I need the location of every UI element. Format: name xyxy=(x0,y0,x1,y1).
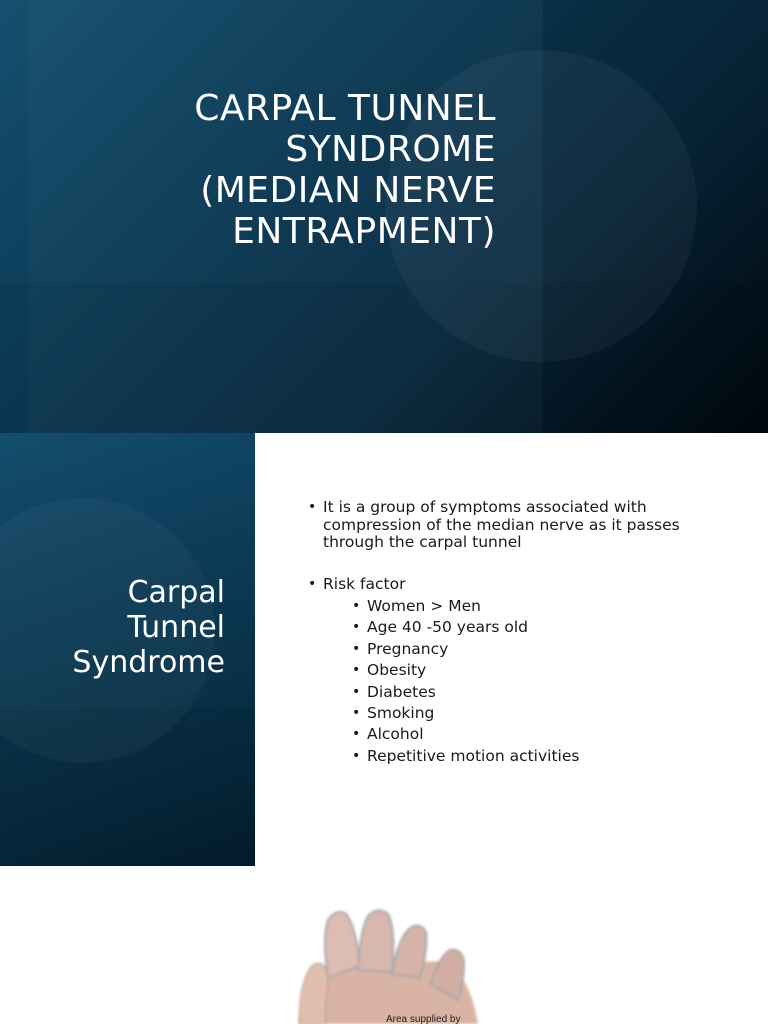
hand-thumb xyxy=(300,963,329,1024)
list-item: • Obesity xyxy=(352,660,728,681)
bullet-definition xyxy=(308,499,728,552)
title-slide xyxy=(0,0,768,433)
content-slide xyxy=(0,433,768,866)
image-caption: Area supplied by xyxy=(386,1014,461,1024)
list-item: • Alcohol xyxy=(352,724,728,745)
side-title xyxy=(5,575,225,680)
side-title-line: Syndrome xyxy=(72,645,225,680)
list-item: • Smoking xyxy=(352,703,728,724)
bullet-content xyxy=(308,499,728,767)
list-item: • Diabetes xyxy=(352,682,728,703)
hand-finger xyxy=(358,910,393,972)
hand-illustration-icon xyxy=(0,866,768,1024)
side-panel xyxy=(0,433,255,866)
background-band xyxy=(0,708,255,866)
bullet-risk-factor xyxy=(308,576,728,768)
list-item: • Age 40 -50 years old xyxy=(352,617,728,638)
bullet-list xyxy=(308,499,728,767)
list-item: • Pregnancy xyxy=(352,639,728,660)
title-line: (MEDIAN NERVE xyxy=(200,170,496,211)
title-line: ENTRAPMENT) xyxy=(232,211,496,252)
hand-finger xyxy=(325,912,360,978)
list-item: • Repetitive motion activities xyxy=(352,746,728,767)
side-title-line: Carpal xyxy=(127,575,225,610)
bullet-text: Risk factor xyxy=(323,574,406,593)
bullet-text: It is a group of symptoms associated with compression of the median nerve as it passes through the carpal tunnel xyxy=(323,498,680,551)
image-slide xyxy=(0,866,768,1024)
title-line: SYNDROME xyxy=(285,129,496,170)
list-item: • Women > Men xyxy=(352,596,728,617)
side-title-line: Tunnel xyxy=(127,610,225,645)
hand-finger xyxy=(392,926,426,978)
title-line: CARPAL TUNNEL xyxy=(194,88,496,129)
risk-factor-list xyxy=(352,596,728,767)
slide-title xyxy=(36,88,496,252)
